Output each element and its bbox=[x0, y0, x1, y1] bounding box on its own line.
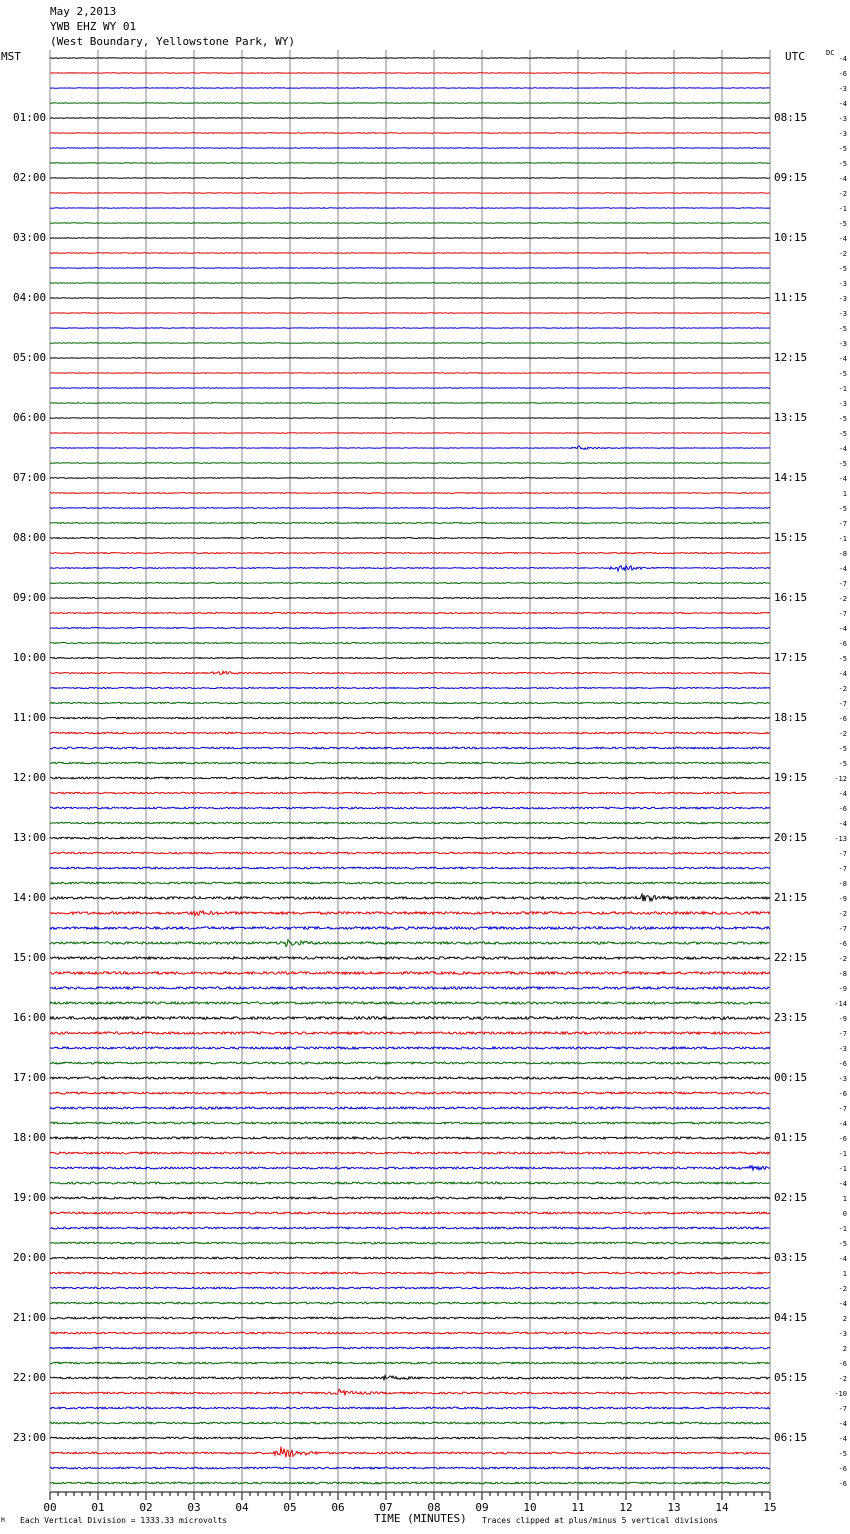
mst-hour-label: 08:00 bbox=[13, 531, 47, 544]
dc-offset-label: -3 bbox=[838, 85, 847, 93]
utc-hour-label: 18:15 bbox=[774, 711, 808, 724]
utc-hour-label: 02:15 bbox=[774, 1191, 808, 1204]
dc-offset-label: -4 bbox=[838, 1300, 847, 1308]
trace-line bbox=[50, 867, 770, 869]
trace-line bbox=[50, 702, 770, 703]
trace-line bbox=[50, 1212, 770, 1214]
dc-offset-label: -14 bbox=[834, 1000, 847, 1008]
dc-offset-label: -4 bbox=[838, 1255, 847, 1263]
trace-line bbox=[50, 1242, 770, 1244]
dc-offset-label: -5 bbox=[838, 160, 847, 168]
scale-note: Each Vertical Division = 1333.33 microvolts bbox=[20, 1516, 228, 1525]
dc-offset-label: -5 bbox=[838, 370, 847, 378]
trace-line bbox=[50, 1002, 770, 1004]
dc-offset-label: -4 bbox=[838, 100, 847, 108]
trace-line bbox=[50, 463, 770, 464]
trace-line bbox=[50, 418, 770, 419]
trace-line bbox=[50, 1166, 770, 1170]
x-tick-label: 04 bbox=[235, 1501, 249, 1514]
dc-offset-label: -9 bbox=[838, 985, 847, 993]
dc-offset-label: -4 bbox=[838, 55, 847, 63]
dc-offset-label: -3 bbox=[838, 295, 847, 303]
mst-hour-label: 16:00 bbox=[13, 1011, 47, 1024]
utc-axis-label: UTC bbox=[785, 50, 805, 63]
trace-line bbox=[50, 1317, 770, 1319]
utc-hour-label: 15:15 bbox=[774, 531, 808, 544]
trace-line bbox=[50, 1017, 770, 1020]
dc-offset-label: -7 bbox=[838, 610, 847, 618]
dc-offset-label: -4 bbox=[838, 670, 847, 678]
dc-offset-label: -4 bbox=[838, 355, 847, 363]
trace-line bbox=[50, 88, 770, 89]
dc-offset-label: -3 bbox=[838, 310, 847, 318]
trace-line bbox=[50, 1332, 770, 1334]
dc-offset-label: 1 bbox=[842, 1270, 847, 1278]
dc-offset-label: -5 bbox=[838, 145, 847, 153]
trace-line bbox=[50, 283, 770, 284]
trace-line bbox=[50, 642, 770, 643]
mst-hour-label: 07:00 bbox=[13, 471, 47, 484]
mst-hour-label: 13:00 bbox=[13, 831, 47, 844]
header-station: YWB EHZ WY 01 bbox=[50, 20, 137, 33]
dc-offset-label: -1 bbox=[838, 535, 847, 543]
trace-line bbox=[50, 852, 770, 854]
trace-line bbox=[50, 1347, 770, 1349]
trace-line bbox=[50, 1302, 770, 1304]
trace-line bbox=[50, 1032, 770, 1034]
x-tick-label: 06 bbox=[331, 1501, 345, 1514]
x-tick-label: 09 bbox=[475, 1501, 489, 1514]
dc-offset-label: -4 bbox=[838, 235, 847, 243]
dc-offset-label: -3 bbox=[838, 115, 847, 123]
trace-line bbox=[50, 972, 770, 975]
dc-offset-label: -3 bbox=[838, 1045, 847, 1053]
x-tick-label: 05 bbox=[283, 1501, 297, 1514]
dc-offset-label: -3 bbox=[838, 340, 847, 348]
clip-note: Traces clipped at plus/minus 5 vertical divisions bbox=[482, 1516, 719, 1525]
mst-hour-label: 14:00 bbox=[13, 891, 47, 904]
utc-hour-label: 03:15 bbox=[774, 1251, 808, 1264]
dc-offset-label: -6 bbox=[838, 940, 847, 948]
dc-offset-label: -1 bbox=[838, 385, 847, 393]
dc-offset-label: -10 bbox=[834, 1390, 847, 1398]
trace-line bbox=[50, 253, 770, 254]
trace-line bbox=[50, 343, 770, 344]
utc-hour-label: 10:15 bbox=[774, 231, 808, 244]
dc-offset-label: -5 bbox=[838, 1450, 847, 1458]
dc-offset-label: -6 bbox=[838, 1090, 847, 1098]
utc-hour-label: 00:15 bbox=[774, 1071, 808, 1084]
dc-offset-label: -6 bbox=[838, 1060, 847, 1068]
corner-mark: M bbox=[1, 1517, 5, 1524]
trace-line bbox=[50, 1227, 770, 1229]
trace-line bbox=[50, 1272, 770, 1274]
dc-offset-label: 0 bbox=[842, 1210, 847, 1218]
trace-line bbox=[50, 1422, 770, 1424]
trace-line bbox=[50, 133, 770, 134]
trace-line bbox=[50, 163, 770, 164]
trace-line bbox=[50, 403, 770, 404]
dc-offset-label: -4 bbox=[838, 1420, 847, 1428]
mst-hour-label: 02:00 bbox=[13, 171, 47, 184]
trace-line bbox=[50, 298, 770, 299]
utc-hour-label: 04:15 bbox=[774, 1311, 808, 1324]
mst-axis-label: MST bbox=[1, 50, 21, 63]
trace-line bbox=[50, 508, 770, 509]
mst-hour-label: 17:00 bbox=[13, 1071, 47, 1084]
dc-offset-label: -1 bbox=[838, 1165, 847, 1173]
dc-offset-label: -7 bbox=[838, 1105, 847, 1113]
x-tick-label: 08 bbox=[427, 1501, 441, 1514]
dc-offset-label: -4 bbox=[838, 445, 847, 453]
dc-offset-label: -1 bbox=[838, 205, 847, 213]
trace-line bbox=[50, 792, 770, 794]
trace-line bbox=[50, 598, 770, 599]
dc-offset-label: -2 bbox=[838, 730, 847, 738]
x-tick-label: 07 bbox=[379, 1501, 393, 1514]
dc-offset-label: -6 bbox=[838, 640, 847, 648]
dc-offset-label: -2 bbox=[838, 955, 847, 963]
utc-hour-label: 19:15 bbox=[774, 771, 808, 784]
trace-line bbox=[50, 657, 770, 658]
dc-offset-label: -3 bbox=[838, 400, 847, 408]
trace-line bbox=[50, 732, 770, 734]
dc-offset-label: -3 bbox=[838, 1330, 847, 1338]
dc-offset-label: -4 bbox=[838, 790, 847, 798]
mst-hour-label: 12:00 bbox=[13, 771, 47, 784]
mst-hour-label: 10:00 bbox=[13, 651, 47, 664]
dc-offset-label: -4 bbox=[838, 820, 847, 828]
dc-offset-label: -2 bbox=[838, 1375, 847, 1383]
dc-offset-label: -6 bbox=[838, 805, 847, 813]
x-tick-label: 03 bbox=[187, 1501, 201, 1514]
trace-line bbox=[50, 1047, 770, 1049]
trace-line bbox=[50, 208, 770, 209]
trace-line bbox=[50, 627, 770, 628]
dc-offset-label: -7 bbox=[838, 865, 847, 873]
dc-offset-label: -12 bbox=[834, 775, 847, 783]
utc-hour-label: 21:15 bbox=[774, 891, 808, 904]
trace-line bbox=[50, 927, 770, 930]
utc-hour-label: 06:15 bbox=[774, 1431, 808, 1444]
dc-offset-label: -2 bbox=[838, 910, 847, 918]
trace-line bbox=[50, 987, 770, 989]
trace-line bbox=[50, 178, 770, 179]
dc-offset-label: -5 bbox=[838, 745, 847, 753]
x-tick-label: 15 bbox=[763, 1501, 777, 1514]
dc-offset-label: -4 bbox=[838, 1180, 847, 1188]
utc-hour-label: 16:15 bbox=[774, 591, 808, 604]
trace-line bbox=[50, 1152, 770, 1154]
utc-hour-label: 23:15 bbox=[774, 1011, 808, 1024]
mst-hour-label: 01:00 bbox=[13, 111, 47, 124]
x-tick-label: 01 bbox=[91, 1501, 105, 1514]
dc-offset-label: -5 bbox=[838, 430, 847, 438]
trace-line bbox=[50, 58, 770, 59]
dc-offset-label: -9 bbox=[838, 1015, 847, 1023]
trace-line bbox=[50, 1182, 770, 1184]
trace-line bbox=[50, 1407, 770, 1409]
trace-line bbox=[50, 118, 770, 119]
trace-line bbox=[50, 894, 770, 901]
trace-line bbox=[50, 446, 770, 449]
trace-line bbox=[50, 1287, 770, 1289]
trace-line bbox=[50, 1362, 770, 1364]
trace-line bbox=[50, 73, 770, 74]
dc-offset-label: -13 bbox=[834, 835, 847, 843]
x-tick-label: 13 bbox=[667, 1501, 681, 1514]
dc-offset-label: 2 bbox=[842, 1345, 847, 1353]
dc-offset-label: -4 bbox=[838, 565, 847, 573]
trace-line bbox=[50, 583, 770, 584]
dc-offset-label: -8 bbox=[838, 550, 847, 558]
mst-hour-label: 05:00 bbox=[13, 351, 47, 364]
mst-hour-label: 09:00 bbox=[13, 591, 47, 604]
dc-offset-label: -2 bbox=[838, 685, 847, 693]
dc-offset-label: -6 bbox=[838, 1360, 847, 1368]
dc-offset-label: -5 bbox=[838, 1240, 847, 1248]
dc-offset-label: -7 bbox=[838, 520, 847, 528]
utc-hour-label: 13:15 bbox=[774, 411, 808, 424]
dc-offset-label: -5 bbox=[838, 760, 847, 768]
x-tick-label: 11 bbox=[571, 1501, 585, 1514]
trace-line bbox=[50, 1092, 770, 1094]
trace-line bbox=[50, 358, 770, 359]
trace-line bbox=[50, 1137, 770, 1139]
dc-offset-label: -4 bbox=[838, 1435, 847, 1443]
dc-offset-label: -7 bbox=[838, 925, 847, 933]
dc-offset-label: 1 bbox=[842, 490, 847, 498]
mst-hour-label: 11:00 bbox=[13, 711, 47, 724]
dc-offset-label: -7 bbox=[838, 1405, 847, 1413]
trace-line bbox=[50, 1447, 770, 1458]
trace-line bbox=[50, 957, 770, 959]
dc-offset-label: -2 bbox=[838, 250, 847, 258]
trace-line bbox=[50, 523, 770, 524]
trace-line bbox=[50, 1390, 770, 1396]
dc-offset-label: -5 bbox=[838, 655, 847, 663]
dc-offset-label: -7 bbox=[838, 850, 847, 858]
trace-line bbox=[50, 747, 770, 749]
utc-hour-label: 09:15 bbox=[774, 171, 808, 184]
mst-hour-label: 03:00 bbox=[13, 231, 47, 244]
dc-offset-label: -1 bbox=[838, 1225, 847, 1233]
trace-line bbox=[50, 478, 770, 479]
trace-line bbox=[50, 238, 770, 239]
x-tick-label: 12 bbox=[619, 1501, 633, 1514]
trace-line bbox=[50, 1467, 770, 1469]
trace-line bbox=[50, 717, 770, 719]
dc-offset-label: -1 bbox=[838, 1150, 847, 1158]
dc-offset-label: -4 bbox=[838, 1120, 847, 1128]
dc-offset-label: -5 bbox=[838, 415, 847, 423]
trace-line bbox=[50, 493, 770, 494]
dc-offset-label: -6 bbox=[838, 70, 847, 78]
trace-line bbox=[50, 762, 770, 764]
dc-offset-label: -3 bbox=[838, 1075, 847, 1083]
dc-offset-label: -5 bbox=[838, 220, 847, 228]
trace-line bbox=[50, 822, 770, 824]
dc-offset-label: -6 bbox=[838, 1480, 847, 1488]
mst-hour-label: 21:00 bbox=[13, 1311, 47, 1324]
trace-line bbox=[50, 1107, 770, 1109]
header-location: (West Boundary, Yellowstone Park, WY) bbox=[50, 35, 296, 48]
dc-offset-label: -7 bbox=[838, 1030, 847, 1038]
utc-hour-label: 05:15 bbox=[774, 1371, 808, 1384]
dc-offset-label: -6 bbox=[838, 1465, 847, 1473]
x-tick-label: 10 bbox=[523, 1501, 537, 1514]
x-tick-label: 14 bbox=[715, 1501, 729, 1514]
utc-hour-label: 01:15 bbox=[774, 1131, 808, 1144]
dc-offset-label: -7 bbox=[838, 580, 847, 588]
mst-hour-label: 04:00 bbox=[13, 291, 47, 304]
trace-line bbox=[50, 837, 770, 839]
dc-offset-label: -3 bbox=[838, 280, 847, 288]
trace-line bbox=[50, 388, 770, 389]
utc-hour-label: 17:15 bbox=[774, 651, 808, 664]
trace-line bbox=[50, 373, 770, 374]
trace-line bbox=[50, 103, 770, 104]
trace-line bbox=[50, 882, 770, 884]
trace-line bbox=[50, 328, 770, 329]
trace-line bbox=[50, 1122, 770, 1124]
utc-hour-label: 14:15 bbox=[774, 471, 808, 484]
trace-line bbox=[50, 148, 770, 149]
trace-line bbox=[50, 566, 770, 571]
dc-offset-label: -2 bbox=[838, 190, 847, 198]
trace-line bbox=[50, 1197, 770, 1199]
dc-offset-label: -4 bbox=[838, 475, 847, 483]
dc-offset-label: 2 bbox=[842, 1315, 847, 1323]
trace-line bbox=[50, 1376, 770, 1380]
dc-offset-label: -9 bbox=[838, 895, 847, 903]
mst-hour-label: 06:00 bbox=[13, 411, 47, 424]
trace-line bbox=[50, 268, 770, 269]
dc-offset-label: -2 bbox=[838, 1285, 847, 1293]
utc-hour-label: 11:15 bbox=[774, 291, 808, 304]
dc-offset-label: -6 bbox=[838, 715, 847, 723]
utc-hour-label: 12:15 bbox=[774, 351, 808, 364]
dc-offset-label: -8 bbox=[838, 970, 847, 978]
dc-offset-label: -5 bbox=[838, 505, 847, 513]
header-date: May 2,2013 bbox=[50, 5, 117, 18]
dc-offset-label: -6 bbox=[838, 1135, 847, 1143]
trace-line bbox=[50, 777, 770, 779]
utc-hour-label: 20:15 bbox=[774, 831, 808, 844]
dc-offset-label: 1 bbox=[842, 1195, 847, 1203]
trace-line bbox=[50, 1062, 770, 1064]
trace-line bbox=[50, 612, 770, 613]
trace-line bbox=[50, 940, 770, 947]
x-tick-label: 00 bbox=[43, 1501, 57, 1514]
trace-line bbox=[50, 193, 770, 194]
mst-hour-label: 18:00 bbox=[13, 1131, 47, 1144]
dc-offset-label: -4 bbox=[838, 625, 847, 633]
trace-line bbox=[50, 687, 770, 688]
mst-hour-label: 22:00 bbox=[13, 1371, 47, 1384]
trace-line bbox=[50, 313, 770, 314]
mst-hour-label: 19:00 bbox=[13, 1191, 47, 1204]
trace-line bbox=[50, 1482, 770, 1484]
trace-line bbox=[50, 433, 770, 434]
dc-offset-label: -3 bbox=[838, 130, 847, 138]
mst-hour-label: 20:00 bbox=[13, 1251, 47, 1264]
utc-hour-label: 08:15 bbox=[774, 111, 808, 124]
mst-hour-label: 15:00 bbox=[13, 951, 47, 964]
trace-line bbox=[50, 911, 770, 916]
dc-offset-label: -5 bbox=[838, 325, 847, 333]
dc-label: DC bbox=[826, 49, 835, 57]
dc-offset-label: -5 bbox=[838, 460, 847, 468]
dc-offset-label: -7 bbox=[838, 700, 847, 708]
dc-offset-label: -4 bbox=[838, 175, 847, 183]
trace-line bbox=[50, 807, 770, 809]
dc-offset-label: -2 bbox=[838, 595, 847, 603]
trace-line bbox=[50, 1257, 770, 1259]
dc-offset-label: -8 bbox=[838, 880, 847, 888]
mst-hour-label: 23:00 bbox=[13, 1431, 47, 1444]
x-axis-title: TIME (MINUTES) bbox=[374, 1512, 467, 1525]
trace-line bbox=[50, 553, 770, 554]
trace-line bbox=[50, 223, 770, 224]
trace-line bbox=[50, 538, 770, 539]
x-tick-label: 02 bbox=[139, 1501, 153, 1514]
trace-line bbox=[50, 1437, 770, 1439]
trace-line bbox=[50, 1077, 770, 1079]
dc-offset-label: -5 bbox=[838, 265, 847, 273]
trace-line bbox=[50, 671, 770, 674]
utc-hour-label: 22:15 bbox=[774, 951, 808, 964]
